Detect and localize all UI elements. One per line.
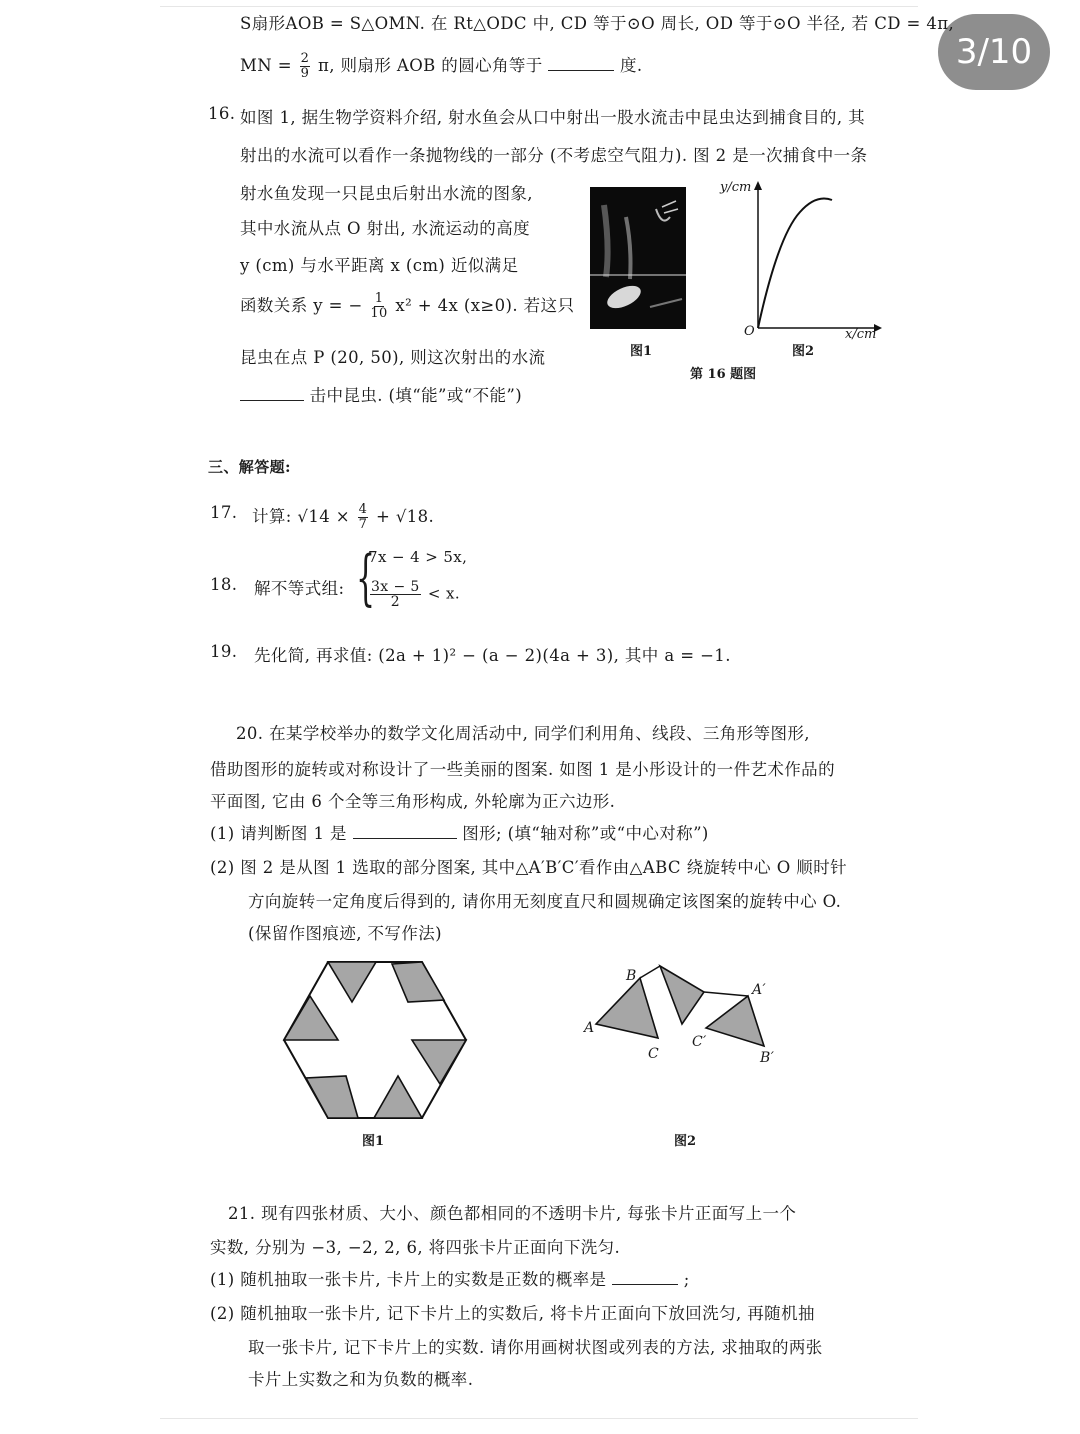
connector-line-1 [640,966,660,978]
q19-text: 先化简, 再求值: (2a + 1)² − (a − 2)(4a + 3), 其中 a = −1. [254,646,731,665]
q16-line-6 [240,292,574,321]
q16-line-7: 昆虫在点 P (20, 50), 则这次射出的水流 [240,348,546,367]
q21-answer-blank[interactable] [612,1270,678,1285]
page-top-border [160,6,918,7]
q16-line-8-text: 击中昆虫. (填“能”或“不能”) [309,386,523,405]
q15-line-1: S扇形AOB = S△OMN. 在 Rt△ODC 中, CD 等于⊙O 周长, OD 等于⊙O 半径, 若 CD = 4π, [240,14,955,33]
q15-line-2 [240,52,643,81]
q18-inequality-2 [368,580,460,609]
q20-line-3: 平面图, 它由 6 个全等三角形构成, 外轮廓为正六边形. [210,792,616,811]
q21-part-1 [210,1266,690,1290]
q21-line-1: 21. 现有四张材质、大小、颜色都相同的不透明卡片, 每张卡片正面写上一个 [228,1204,797,1223]
q20-hexagon-figure [280,958,470,1124]
q17-suffix: + √18. [375,507,435,526]
label-b-prime: B′ [760,1050,775,1066]
q20-rotation-figure [580,958,780,1068]
q15-question: π, 则扇形 AOB 的圆心角等于 [318,56,543,75]
connector-line-2 [704,992,748,996]
q15-unit: 度. [620,56,643,75]
q17-expression [252,503,434,532]
q21-line-2: 实数, 分别为 −3, −2, 2, 6, 将四张卡片正面向下洗匀. [210,1238,621,1257]
q20-answer-blank[interactable] [353,824,457,839]
q16-number: 16. [208,104,236,123]
q20-fig1-caption: 图1 [362,1134,385,1149]
label-c: C [648,1046,660,1062]
q20-part-2-line-1: (2) 图 2 是从图 1 选取的部分图案, 其中△A′B′C′看作由△ABC 绕旋转中心 O 顺时针 [210,858,847,877]
q21-part-2-line-3: 卡片上实数之和为负数的概率. [248,1370,474,1389]
q16-function-prefix: 函数关系 y = − [240,296,363,315]
q16-x-axis-label: x/cm [845,327,877,342]
q18-text: 解不等式组: [254,579,345,598]
triangle-abc [596,978,658,1038]
q21-part-2-line-1: (2) 随机抽取一张卡片, 记下卡片上的实数后, 将卡片正面向下放回洗匀, 再随机抽 [210,1304,815,1323]
q21-part-2-line-2: 取一张卡片, 记下卡片上的实数. 请你用画树状图或列表的方法, 求抽取的两张 [248,1338,823,1357]
q15-fraction: $\frac{2}{9}$ [300,51,310,81]
q16-y-axis-label: y/cm [720,180,752,195]
q16-line-1: 如图 1, 据生物学资料介绍, 射水鱼会从口中射出一股水流击中昆虫达到捕食目的, 其 [240,108,866,127]
q17-fraction: $\frac{4}{7}$ [358,502,368,532]
q16-line-2: 射出的水流可以看作一条抛物线的一部分 (不考虑空气阻力). 图 2 是一次捕食中一条 [240,146,868,165]
label-b: B [626,968,637,984]
q15-answer-blank[interactable] [548,56,614,71]
q18-fraction: $\frac{3x - 5}{2}$ [371,579,420,610]
q18-brace: { [356,543,376,613]
q15-mn-label: MN = [240,56,293,75]
q16-line-5: y (cm) 与水平距离 x (cm) 近似满足 [240,256,519,275]
q16-line-8 [240,382,522,406]
q20-part-1-suffix: 图形; (填“轴对称”或“中心对称”) [462,824,709,843]
q16-fraction: $\frac{1}{10}$ [370,291,388,321]
q17-prefix: 计算: √14 × [252,507,356,526]
middle-triangle [660,966,704,1024]
y-axis-arrow-icon [754,181,762,190]
label-a-prime: A′ [752,982,767,998]
q18-number: 18. [210,575,238,594]
q20-fig2-caption: 图2 [674,1134,697,1149]
label-a: A [584,1020,595,1036]
section-3-heading: 三、解答题: [208,458,291,476]
q20-part-2-line-3: (保留作图痕迹, 不写作法) [248,924,442,943]
q18-inequality-1: 7x − 4 > 5x, [368,548,468,566]
q16-line-3: 射水鱼发现一只昆虫后射出水流的图象, [240,184,533,203]
label-c-prime: C′ [692,1034,707,1050]
q20-part-1 [210,820,709,844]
q21-part-1-suffix: ; [683,1270,690,1289]
q16-parabola-graph [716,176,886,342]
q16-origin-label: O [744,324,755,339]
page-bottom-border [160,1418,918,1419]
q16-answer-blank[interactable] [240,386,304,401]
q16-fig2-caption: 图2 [792,344,815,359]
q18-inequality-2-suffix: < x. [427,584,461,603]
q17-number: 17. [210,503,238,522]
q20-part-2-line-2: 方向旋转一定角度后得到的, 请你用无刻度直尺和圆规确定该图案的旋转中心 O. [248,892,842,911]
q21-part-1-prefix: (1) 随机抽取一张卡片, 卡片上的实数是正数的概率是 [210,1270,607,1289]
q20-line-2: 借助图形的旋转或对称设计了一些美丽的图案. 如图 1 是小彤设计的一件艺术作品的 [210,760,835,779]
q20-line-1: 20. 在某学校举办的数学文化周活动中, 同学们利用角、线段、三角形等图形, [236,724,810,743]
archerfish-photo [590,187,686,329]
q16-function-suffix: x² + 4x (x≥0). 若这只 [395,296,575,315]
q20-part-1-prefix: (1) 请判断图 1 是 [210,824,347,843]
q16-figure-caption: 第 16 题图 [690,367,757,382]
parabola-curve [758,199,832,329]
q19-number: 19. [210,642,238,661]
q16-line-4: 其中水流从点 O 射出, 水流运动的高度 [240,219,531,238]
q16-fig1-caption: 图1 [630,344,653,359]
triangle-a2b2c2 [706,996,764,1046]
page-indicator: 3/10 [938,14,1050,90]
